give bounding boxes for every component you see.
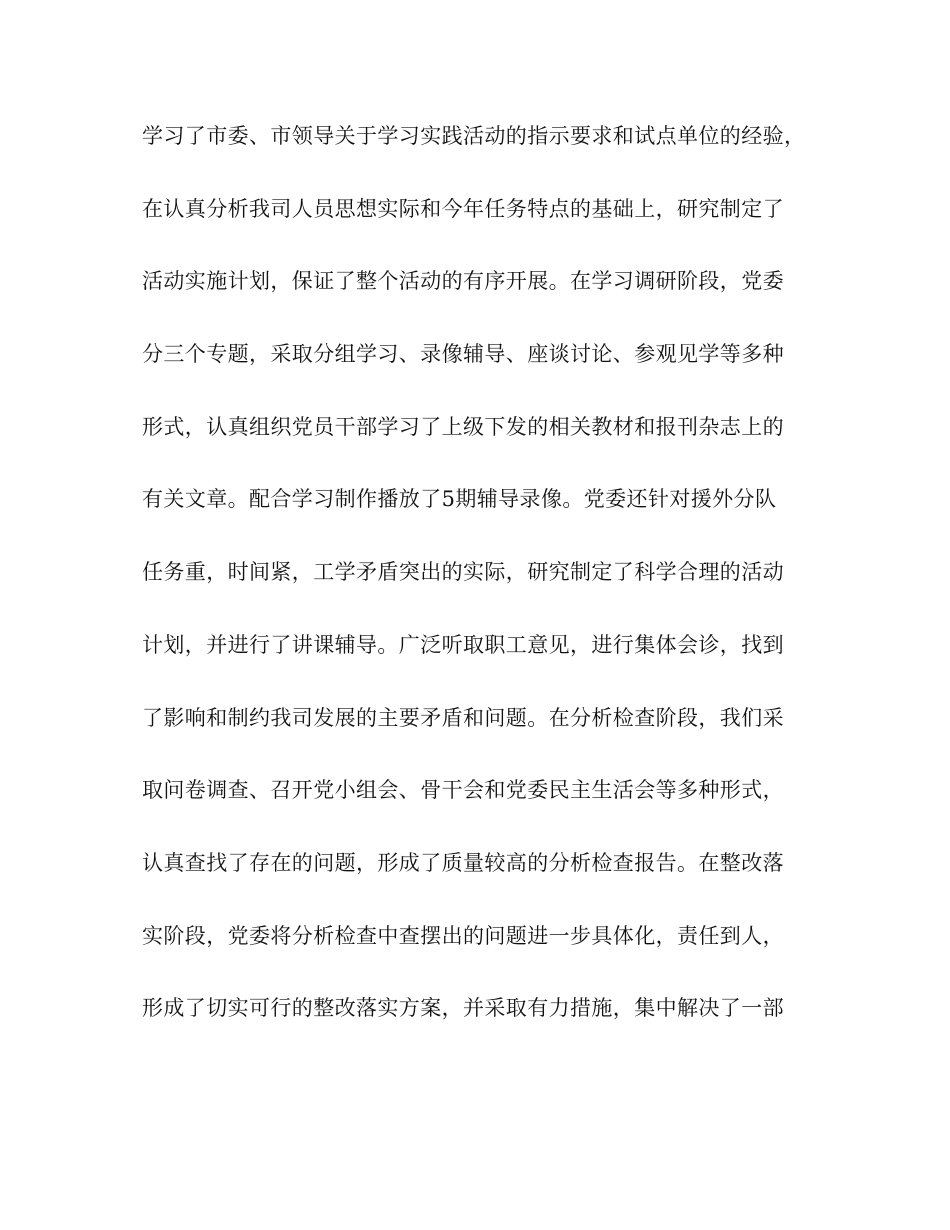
text-line-13: 形成了切实可行的整改落实方案，并采取有力措施，集中解决了一部 xyxy=(142,996,784,1021)
body-text xyxy=(142,124,842,1069)
text-line-12: 实阶段，党委将分析检查中查摆出的问题进一步具体化，责任到人， xyxy=(142,923,784,948)
text-line-5: 形式，认真组织党员干部学习了上级下发的相关教材和报刊杂志上的 xyxy=(142,414,784,439)
text-line-9: 了影响和制约我司发展的主要矛盾和问题。在分析检查阶段，我们采 xyxy=(142,705,784,730)
text-line-6: 有关文章。配合学习制作播放了5期辅导录像。党委还针对援外分队 xyxy=(142,487,777,512)
text-line-4: 分三个专题，采取分组学习、录像辅导、座谈讨论、参观见学等多种 xyxy=(142,342,784,367)
text-line-10: 取问卷调查、召开党小组会、骨干会和党委民主生活会等多种形式， xyxy=(142,778,784,803)
text-line-3: 活动实施计划，保证了整个活动的有序开展。在学习调研阶段，党委 xyxy=(142,269,784,294)
text-line-11: 认真查找了存在的问题，形成了质量较高的分析检查报告。在整改落 xyxy=(142,850,784,875)
text-line-8: 计划，并进行了讲课辅导。广泛听取职工意见，进行集体会诊，找到 xyxy=(142,632,784,657)
text-line-1: 学习了市委、市领导关于学习实践活动的指示要求和试点单位的经验， xyxy=(142,124,806,148)
text-line-2: 在认真分析我司人员思想实际和今年任务特点的基础上，研究制定了 xyxy=(142,196,784,221)
text-line-7: 任务重，时间紧，工学矛盾突出的实际，研究制定了科学合理的活动 xyxy=(142,560,784,585)
